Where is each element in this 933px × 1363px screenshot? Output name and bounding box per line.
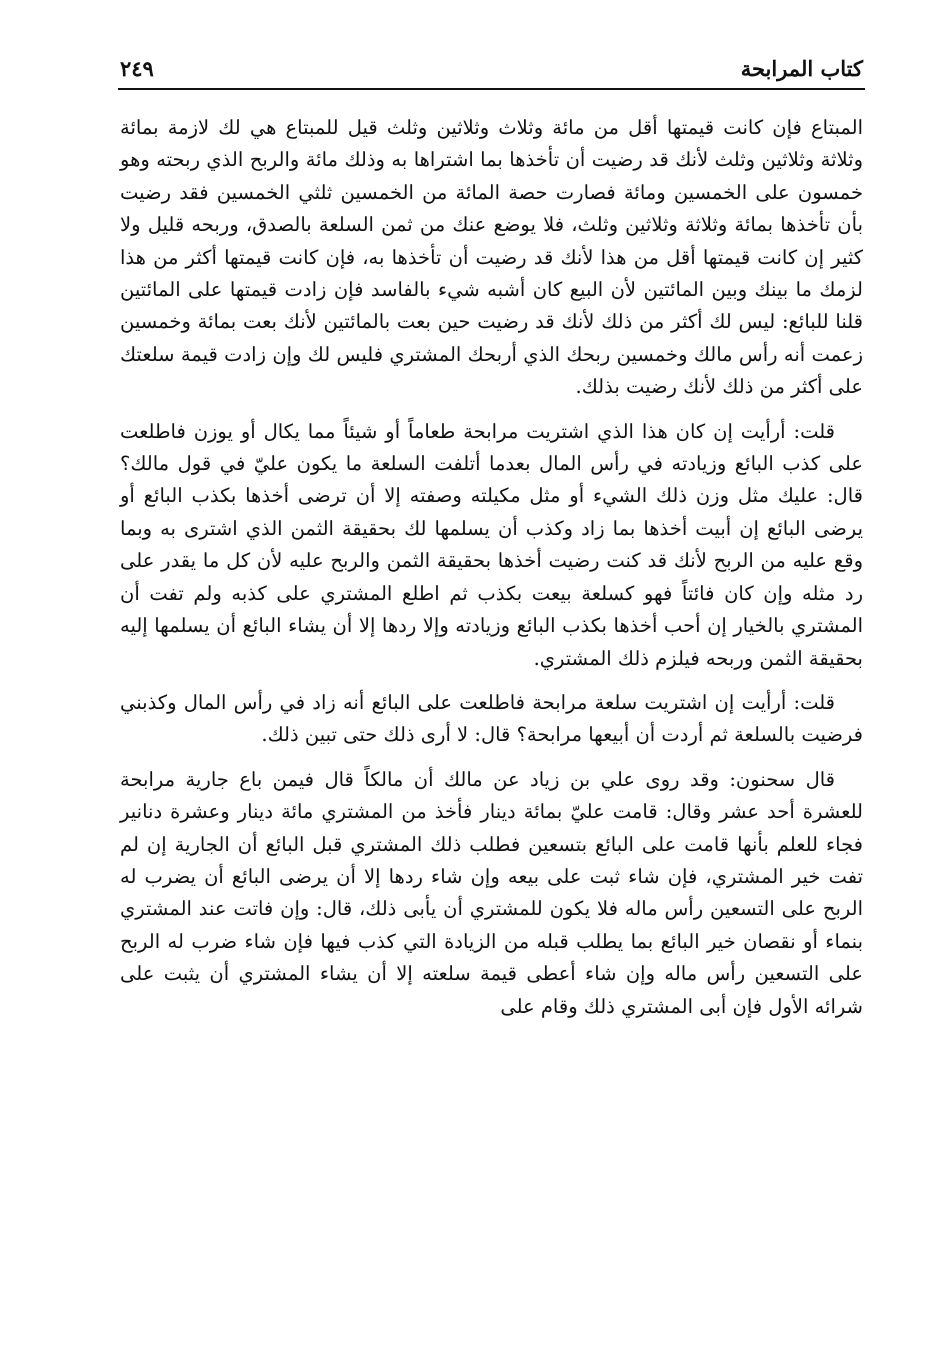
paragraph-4: قال سحنون: وقد روى علي بن زياد عن مالك أن مالكاً قال فيمن باع جارية مرابحة للعشرة أحد عشر وقال: قامت عليّ بمائة دينار فأخذ من المشتري مائة دينار وعشرة دنانير فجاء للعلم بأنها قامت على البائع بتسعين فطلب ذلك المشتري قبل البائع أن الجارية إن لم تفت خير المشتري، فإن شاء ثبت على بيعه وإن شاء ردها إلا أن يرضى البائع أن يضرب له الربح على التسعين رأس ماله فلا يكون للمشتري أن يأبى ذلك، قال: وإن فاتت عند المشتري بنماء أو نقصان خير البائع بما يطلب قبله من الزيادة التي كذب فيها فإن شاء ضرب له الربح على التسعين رأس ماله وإن شاء أعطى قيمة سلعته إلا أن يشاء المشتري أن يثبت على شرائه الأول فإن أبى المشتري ذلك وقام على (120, 767, 863, 1018)
header-rule (118, 88, 865, 90)
page-header (120, 52, 863, 92)
book-title: كتاب المرابحة (740, 56, 863, 81)
paragraph-3: قلت: أرأيت إن اشتريت سلعة مرابحة فاطلعت على البائع أنه زاد في رأس المال وكذبني فرضيت بالسلعة ثم أردت أن أبيعها مرابحة؟ قال: لا أرى ذلك حتى تبين ذلك. (120, 690, 863, 747)
page-number: ٢٤٩ (120, 56, 154, 81)
paragraph-1: المبتاع فإن كانت قيمتها أقل من مائة وثلاث وثلاثين وثلث قيل للمبتاع هي لك لازمة بمائة وثلاثة وثلاثين وثلث لأنك قد رضيت أن تأخذها بما اشتراها به وذلك مائة والربح الذي ربحته وهو خمسون على الخمسين ومائة فصارت حصة المائة من الخمسين ثلثي الخمسين فقد رضيت بأن تأخذها بمائة وثلاثة وثلاثين وثلث، فلا يوضع عنك من ثمن السلعة بالصدق، وربحه قليل ولا كثير إن كانت قيمتها أقل من هذا لأنك قد رضيت أن تأخذها به، فإن كانت قيمتها أكثر من هذا لزمك ما بينك وبين المائتين لأن البيع كان أشبه شيء بالفاسد فإن زادت قيمتها على المائتين قلنا للبائع: ليس لك أكثر من ذلك لأنك قد رضيت حين بعت بالمائتين لأنك بعت بمائة وخمسين زعمت أنه رأس مالك وخمسين ربحك الذي أربحك المشتري فليس لك وإن زادت قيمة سلعتك على أكثر من ذلك لأنك رضيت بذلك. (120, 116, 863, 399)
body-text (120, 112, 863, 1035)
paragraph-2: قلت: أرأيت إن كان هذا الذي اشتريت مرابحة طعاماً أو شيئاً مما يكال أو يوزن فاطلعت على كذب البائع وزيادته في رأس المال بعدما أتلفت السلعة ما يكون عليّ في قول مالك؟ قال: عليك مثل وزن ذلك الشيء أو مثل مكيلته وصفته إلا أن ترضى أخذها بكذب البائع أو يرضى البائع إن أبيت أخذها بما زاد وكذب أن يسلمها لك بحقيقة الثمن الذي اشترى به وبما وقع عليه من الربح لأنك قد كنت رضيت أخذها بحقيقة الثمن والربح عليه لأن كل ما يقدر على رد مثله وإن كان فائتاً فهو كسلعة بيعت بكذب ثم اطلع المشتري على كذبه ولم تفت أن المشتري بالخيار إن أحب أخذها بكذب البائع وزيادته وإلا ردها إلا أن يشاء البائع أن يسلمها إليه بحقيقة الثمن وربحه فيلزم ذلك المشتري. (120, 419, 863, 670)
